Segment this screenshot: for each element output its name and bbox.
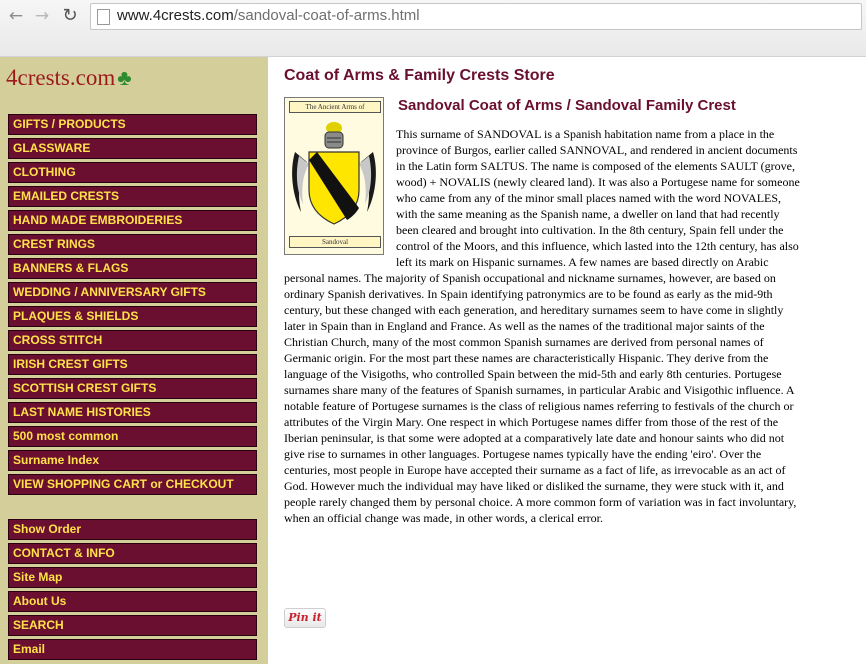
menu-item-irish-crest-gifts[interactable]: IRISH CREST GIFTS — [8, 354, 257, 375]
menu-item-email[interactable]: Email — [8, 639, 257, 660]
browser-toolbar — [0, 0, 866, 57]
menu-item-500-most-common[interactable]: 500 most common — [8, 426, 257, 447]
menu-item-crest-rings[interactable]: CREST RINGS — [8, 234, 257, 255]
address-bar[interactable] — [90, 3, 862, 30]
menu-item-contact-info[interactable]: CONTACT & INFO — [8, 543, 257, 564]
back-arrow-icon[interactable]: ← — [8, 6, 24, 26]
menu-item-embroideries[interactable]: HAND MADE EMBROIDERIES — [8, 210, 257, 231]
menu-item-about-us[interactable]: About Us — [8, 591, 257, 612]
menu-item-wedding-gifts[interactable]: WEDDING / ANNIVERSARY GIFTS — [8, 282, 257, 303]
menu-item-clothing[interactable]: CLOTHING — [8, 162, 257, 183]
site-logo[interactable] — [6, 65, 132, 91]
menu-item-plaques-shields[interactable]: PLAQUES & SHIELDS — [8, 306, 257, 327]
logo-text: 4crests.com — [6, 65, 116, 90]
reload-icon[interactable]: ↻ — [62, 5, 78, 26]
menu-item-gifts-products[interactable]: GIFTS / PRODUCTS — [8, 114, 257, 135]
url-domain: www.4crests.com — [117, 7, 234, 24]
surname-history-text — [284, 126, 804, 526]
shamrock-icon: ♣ — [117, 65, 132, 90]
crest-name-label: Sandoval — [289, 236, 381, 248]
menu-item-emailed-crests[interactable]: EMAILED CRESTS — [8, 186, 257, 207]
menu-item-site-map[interactable]: Site Map — [8, 567, 257, 588]
crest-heading: Sandoval Coat of Arms / Sandoval Family Crest — [398, 97, 736, 114]
menu-item-show-order[interactable]: Show Order — [8, 519, 257, 540]
url-path: /sandoval-coat-of-arms.html — [233, 7, 420, 24]
crest-top-label: The Ancient Arms of — [289, 101, 381, 113]
menu-item-search[interactable]: SEARCH — [8, 615, 257, 636]
url-text[interactable] — [117, 7, 420, 24]
menu-item-cross-stitch[interactable]: CROSS STITCH — [8, 330, 257, 351]
forward-arrow-icon[interactable]: → — [34, 6, 50, 26]
menu-item-scottish-crest-gifts[interactable]: SCOTTISH CREST GIFTS — [8, 378, 257, 399]
sidebar — [0, 57, 268, 664]
surname-history-body: This surname of SANDOVAL is a Spanish habitation name from a place in the province of Burgos, earlier called SANNOVAL, and rendered in ancient documents in the Latin form SALTUS. The name is composed of the elements SAULT (grove, wood) + NOVALIS (newly cleared land). It was also a Portugese name for someone who came from any of the minor small places named with the word NOVALES, with the same meaning as the Spanish name, a dweller on land that had recently been cleared and brought into cultivation. In the 8th century, Spain fell under the control of the Moors, and this influence, which lasted into the 12th century, has also left its mark on Hispanic surnames. A few names are based directly on Arabic personal names. The majority of Spanish occupational and nickname surnames, however, are based on ordinary Spanish derivatives. In Spain identifying patronymics are to be found as early as the mid-9th century, but these changed with each generation, and hereditary surnames seem to have come in slightly later in Spain than in England and France. As well as the names of the traditional major saints of the Christian Church, many of the most common Spanish surnames are derived from personal names of Germanic origin. For the most part these names are characteristically Hispanic. They derive from the language of the Visigoths, who controlled Spain between the mid-5th and early 8th centuries. Portugese surnames share many of the features of Spanish surnames, in particular Arabic and Visigothic influence. A notable feature of Portugese surnames is the class of religious names referring to festivals of the church or attributes of the Virgin Mary. One respect in which Portugese names differ from those of the rest of the Iberian peninsular, is that some were adopted at a comparatively late date and honour saints who did not give rise to surnames in other languages. Portugese names typically have the ending 'eiro'. Over the centuries, most people in Europe have accepted their surname as a fact of life, as irrevocable as an act of God. However much the individual may have liked or disliked the surname, they were stuck with it, and people rarely changed them by personal choice. A more common form of variation was in fact involuntary, when an official change was made, in other words, a clerical error. — [284, 127, 800, 525]
menu-item-surname-index[interactable]: Surname Index — [8, 450, 257, 471]
store-title: Coat of Arms & Family Crests Store — [284, 67, 555, 84]
main-content — [268, 57, 866, 664]
page-icon — [97, 9, 110, 25]
menu-item-glassware[interactable]: GLASSWARE — [8, 138, 257, 159]
pinterest-pin-it-button[interactable]: Pin it — [284, 608, 326, 628]
menu-item-banners-flags[interactable]: BANNERS & FLAGS — [8, 258, 257, 279]
image-spacer — [284, 126, 396, 266]
menu-item-shopping-cart[interactable]: VIEW SHOPPING CART or CHECKOUT — [8, 474, 257, 495]
menu-item-last-name-histories[interactable]: LAST NAME HISTORIES — [8, 402, 257, 423]
